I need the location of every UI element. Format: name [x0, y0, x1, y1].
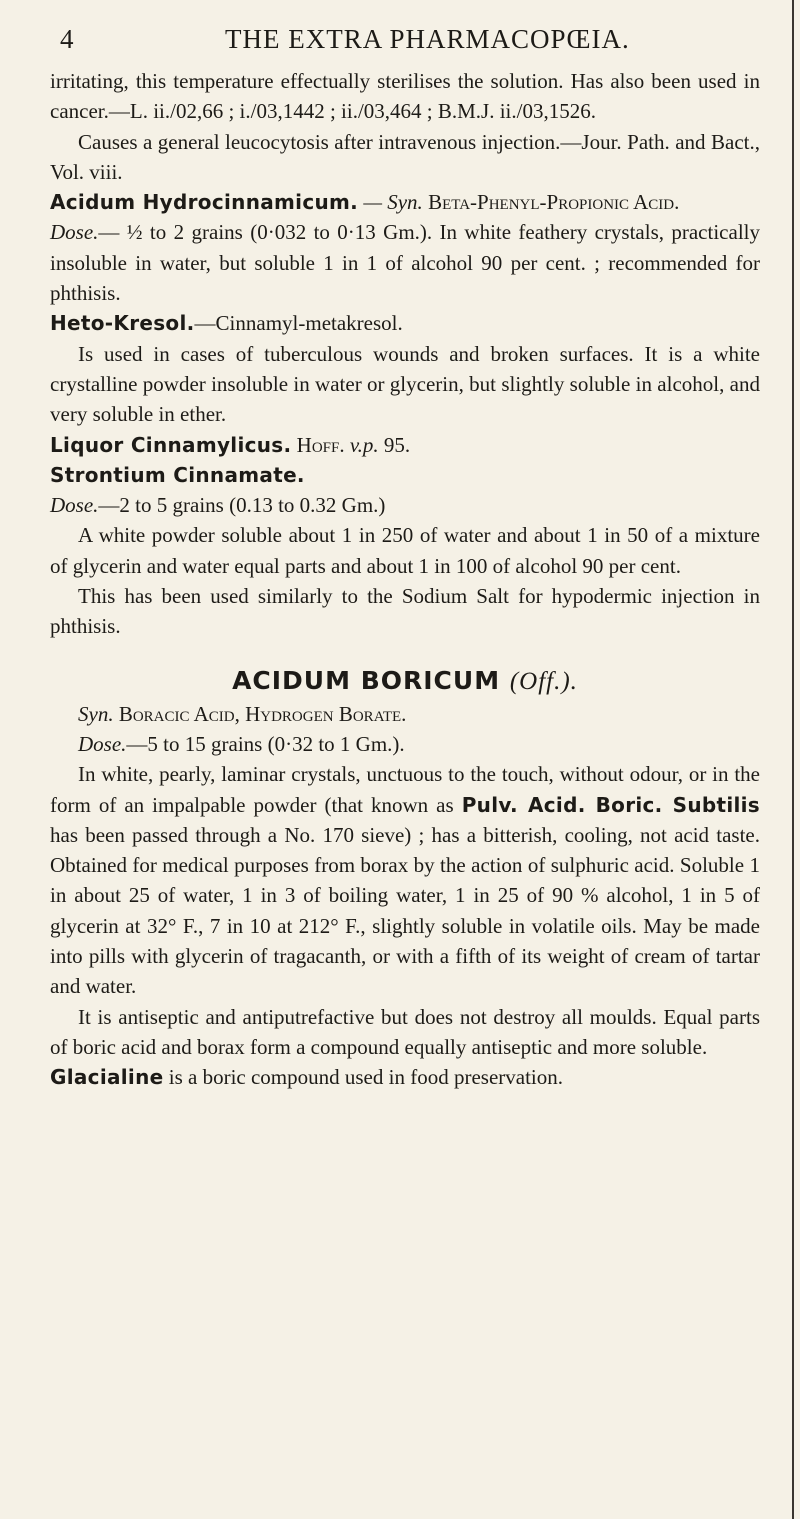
- dose-label: Dose.: [50, 220, 99, 245]
- section-title-acidum-boricum: [50, 664, 760, 699]
- synonym-value: Boracic Acid, Hydrogen Borate.: [113, 701, 407, 726]
- entry-strontium-cinnamate: [50, 460, 760, 490]
- heto-kresol-description: Is used in cases of tuberculous wounds and broken surfaces. It is a white crystalline powder insoluble in water or glycerin, but slightly soluble in alcohol, and very soluble in ether.: [50, 341, 760, 427]
- reference-page: 95.: [378, 432, 411, 457]
- strontium-usage: This has been used similarly to the Sodium Salt for hypodermic injection in phthisis.: [50, 584, 760, 639]
- strontium-description: A white powder soluble about 1 in 250 of water and about 1 in 50 of a mixture of glycerin and water equal parts and about 1 in 100 of alcohol 90 per cent.: [50, 523, 760, 578]
- synonym-value: Beta-Phenyl-Propionic Acid.: [422, 190, 680, 215]
- body-text: [50, 66, 760, 1093]
- running-title: THE EXTRA PHARMACOPŒIA.: [225, 24, 630, 54]
- entry-heading: Heto-Kresol.: [50, 311, 195, 336]
- entry-heading: Strontium Cinnamate.: [50, 462, 305, 487]
- entry-acidum-hydrocinnamicum: [50, 187, 760, 217]
- dose-text: —2 to 5 grains (0.13 to 0.32 Gm.): [98, 493, 386, 518]
- dose-label: Dose.: [50, 493, 99, 518]
- reference-vp: v.p.: [344, 432, 379, 457]
- boric-description: [50, 759, 760, 1001]
- page-number: 4: [60, 24, 75, 54]
- running-head: [50, 10, 760, 66]
- glacialine-text: is a boric compound used in food preservation.: [163, 1065, 563, 1090]
- description-part-2: has been passed through a No. 170 sieve) ; has a bitterish, cooling, not acid taste. Obtained for medical purposes from borax by the action of sulphuric acid. Soluble 1 in about 25 of water, 1 in 3 of boiling water, 1 in 25 of 90 % alcohol, 1 in 5 of glycerin at 32° F., 7 in 10 at 212° F., slightly soluble in volatile oils. May be made into pills with glycerin of tragacanth, or with a fifth of its weight of cream of tartar and water.: [50, 822, 760, 999]
- dose-label: Dose.: [78, 731, 127, 756]
- dose-text: — ½ to 2 grains (0·032 to 0·13 Gm.). In white feathery crystals, practically insoluble in water, but soluble 1 in 1 of alcohol 90 per cent. ; recommended for phthisis.: [50, 220, 760, 306]
- leucocytosis-paragraph: Causes a general leucocytosis after intravenous injection.—Jour. Path. and Bact., Vol. viii.: [50, 129, 760, 184]
- strontium-dose-paragraph: [50, 490, 760, 520]
- glacialine-name: Glacialine: [50, 1065, 164, 1090]
- page-edge-rule: [792, 0, 794, 1519]
- boric-synonym-paragraph: [50, 699, 760, 729]
- pulv-subtilis: Pulv. Acid. Boric. Subtilis: [461, 792, 760, 817]
- synonym-text: —Cinnamyl-metakresol.: [194, 311, 403, 336]
- intro-paragraph: irritating, this temperature effectually sterilises the solution. Has also been used in cancer.—L. ii./02,66 ; i./03,1442 ; ii./03,464 ; B.M.J. ii./03,1526.: [50, 69, 760, 124]
- boric-antiseptic: It is antiseptic and antiputrefactive but does not destroy all moulds. Equal parts of boric acid and borax form a compound equally antiseptic and more soluble.: [50, 1004, 760, 1059]
- reference-author: Hoff.: [291, 432, 345, 457]
- hydrocinnamicum-dose-paragraph: [50, 217, 760, 308]
- entry-heading: Acidum Hydrocinnamicum.: [50, 190, 359, 215]
- boric-dose-paragraph: [50, 729, 760, 759]
- synonym-label: Syn.: [78, 701, 114, 726]
- description-part-1: In white, pearly, laminar crystals, unctuous to the touch, without odour, or in the form of an impalpable powder (that known as: [50, 762, 760, 817]
- synonym-label: — Syn.: [358, 190, 423, 215]
- dose-text: —5 to 15 grains (0·32 to 1 Gm.).: [126, 731, 405, 756]
- section-title-text: ACIDUM BORICUM: [232, 665, 501, 695]
- entry-liquor-cinnamylicus: [50, 430, 760, 460]
- official-mark: (Off.).: [509, 667, 578, 695]
- glacialine-paragraph: [50, 1062, 760, 1092]
- entry-heading: Liquor Cinnamylicus.: [50, 432, 292, 457]
- entry-heto-kresol: [50, 308, 760, 338]
